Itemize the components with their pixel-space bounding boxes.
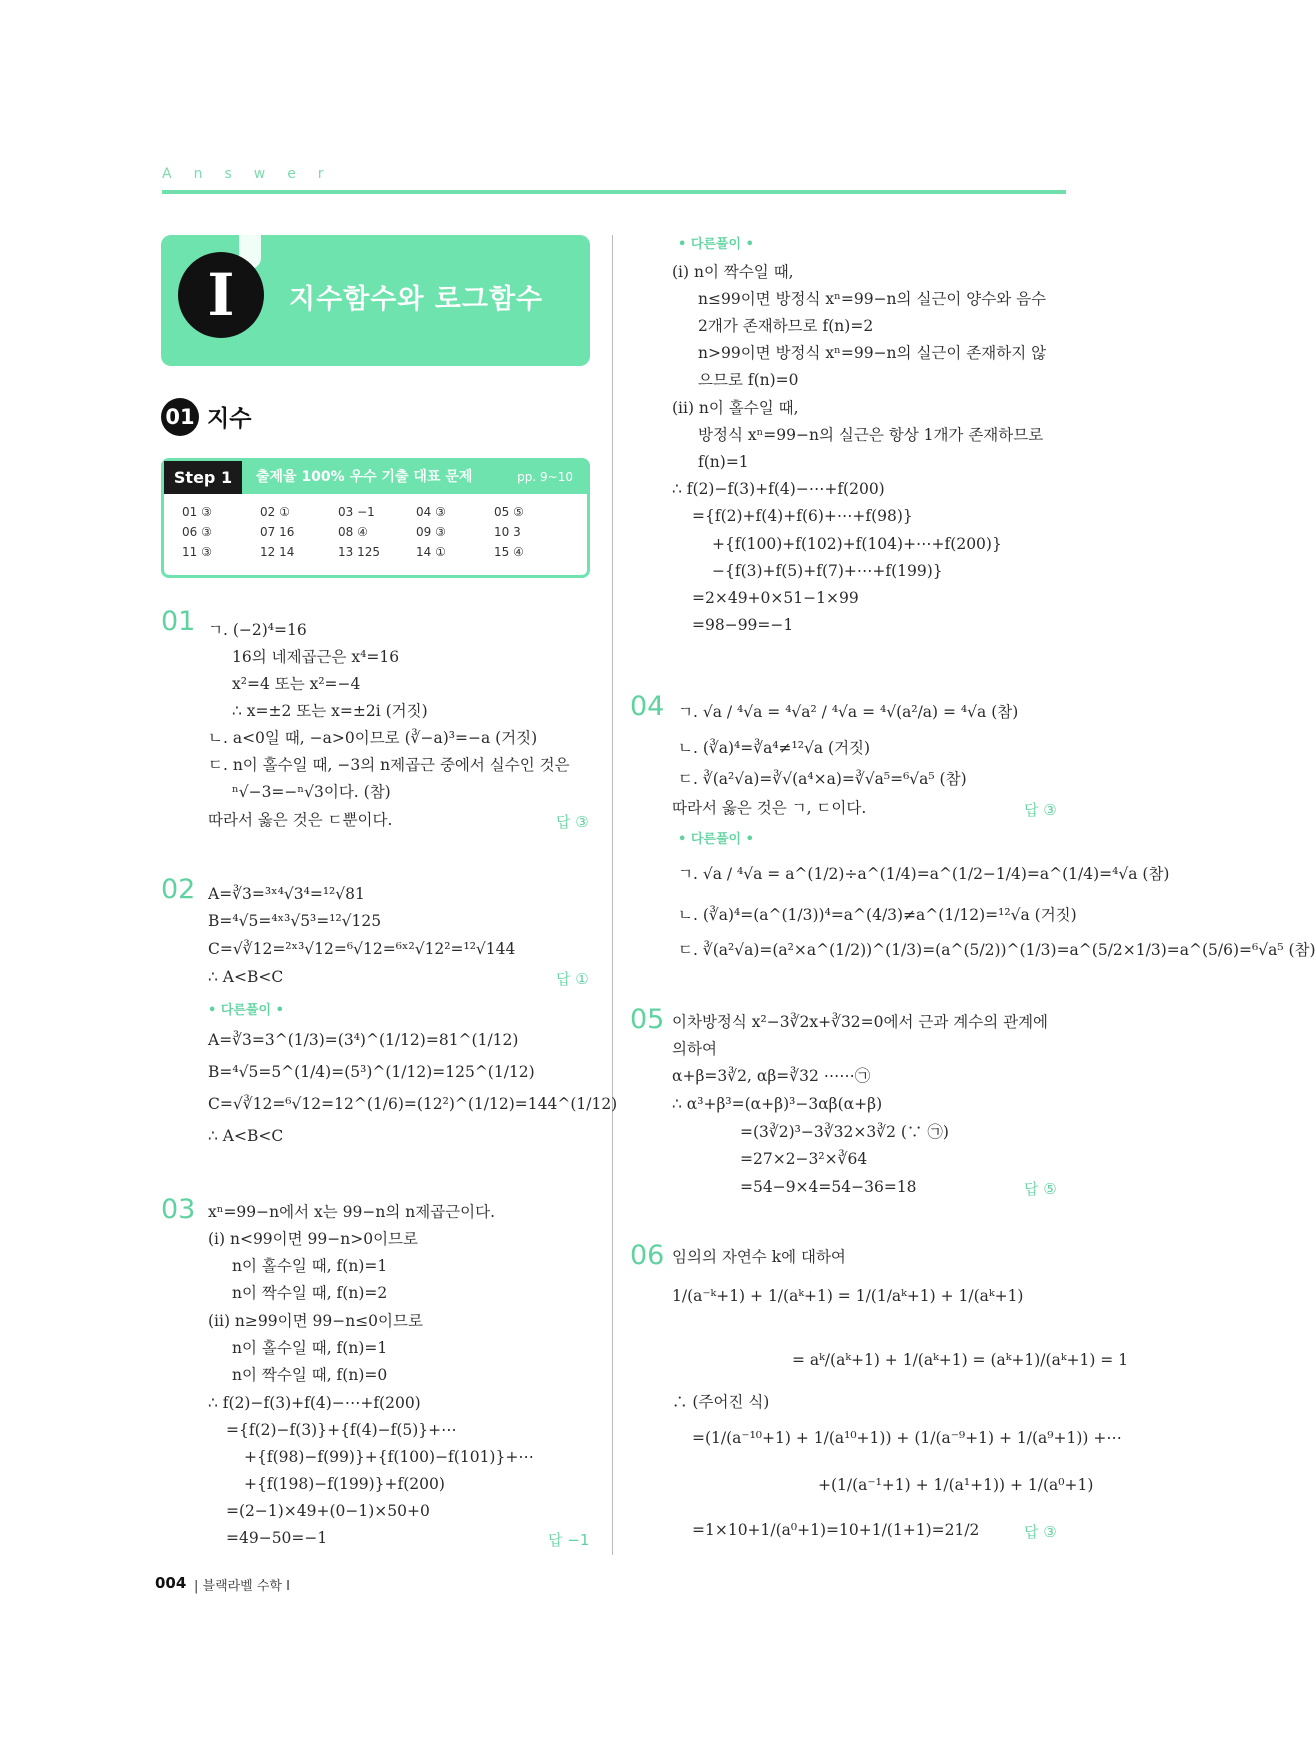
answer-mark-03: 답 −1 [548,1531,590,1549]
solution-line: n이 짝수일 때, f(n)=2 [232,1284,388,1302]
solution-line: ∴ f(2)−f(3)+f(4)−⋯+f(200) [672,480,885,498]
solution-line: 임의의 자연수 k에 대하여 [672,1248,846,1266]
header-word: Answer [162,166,346,182]
solution-line: ㄱ. √a / ⁴√a = ⁴√a² / ⁴√a = ⁴√(a²/a) = ⁴√a (참) [678,703,1019,721]
solution-line: =54−9×4=54−36=18 [740,1178,917,1196]
solution-line: +(1/(a⁻¹+1) + 1/(a¹+1)) + 1/(a⁰+1) [818,1476,1094,1494]
solution-line: ∴ α³+β³=(α+β)³−3αβ(α+β) [672,1095,883,1113]
problem-number-04: 04 [630,691,665,722]
solution-line: 따라서 옳은 것은 ㄷ뿐이다. [208,811,393,829]
solution-line: +{f(100)+f(102)+f(104)+⋯+f(200)} [712,535,1002,553]
solution-line: ㄱ. (−2)⁴=16 [208,621,307,639]
answer-mark-02: 답 ① [556,970,589,988]
problem-number-06: 06 [630,1240,665,1271]
answer-item: 02 ① [260,505,290,519]
solution-line: 1/(a⁻ᵏ+1) + 1/(aᵏ+1) = 1/(1/aᵏ+1) + 1/(aᵏ+1) [672,1287,1024,1305]
column-divider [612,235,613,1555]
header-rule [162,190,1066,194]
solution-line: +{f(198)−f(199)}+f(200) [244,1475,445,1493]
answer-item: 03 −1 [338,505,375,519]
step-header [164,461,587,494]
solution-line: n≤99이면 방정식 xⁿ=99−n의 실근이 양수와 음수 [698,290,1047,308]
alt-solution-label: • 다른풀이 • [678,237,754,252]
answer-item: 07 16 [260,525,295,539]
solution-line: =(1/(a⁻¹⁰+1) + 1/(a¹⁰+1)) + (1/(a⁻⁹+1) + 1/(a⁹+1)) +⋯ [692,1429,1122,1447]
section-number-badge: 01 [161,398,199,436]
solution-line: =98−99=−1 [692,616,794,634]
answer-item: 04 ③ [416,505,446,519]
solution-line: C=√∛12=⁶√12=12^(1/6)=(12²)^(1/12)=144^(1/12) [208,1095,618,1113]
solution-line: ∴ A<B<C [208,1127,284,1145]
solution-line: (ii) n이 홀수일 때, [672,399,799,417]
solution-line: A=∛3=3^(1/3)=(3⁴)^(1/12)=81^(1/12) [208,1031,519,1049]
solution-line: 16의 네제곱근은 x⁴=16 [232,648,400,666]
solution-line: 이차방정식 x²−3∛2x+∛32=0에서 근과 계수의 관계에 [672,1013,1049,1031]
solution-line: n이 짝수일 때, f(n)=0 [232,1366,388,1384]
step-answer-box [161,458,590,578]
solution-line: ={f(2)−f(3)}+{f(4)−f(5)}+⋯ [226,1421,457,1439]
solution-line: =(2−1)×49+(0−1)×50+0 [226,1502,430,1520]
solution-line: 으므로 f(n)=0 [698,371,799,389]
alt-solution-label: • 다른풀이 • [678,832,754,847]
solution-line: n이 홀수일 때, f(n)=1 [232,1339,388,1357]
answer-item: 05 ⑤ [494,505,524,519]
solution-line: n이 홀수일 때, f(n)=1 [232,1257,388,1275]
answer-item: 14 ① [416,545,446,559]
section-title: 지수 [207,406,252,432]
solution-line: f(n)=1 [698,453,749,471]
chapter-numeral: I [178,252,264,338]
solution-line: +{f(98)−f(99)}+{f(100)−f(101)}+⋯ [244,1448,534,1466]
solution-line: = aᵏ/(aᵏ+1) + 1/(aᵏ+1) = (aᵏ+1)/(aᵏ+1) = 1 [792,1351,1129,1369]
answer-mark-01: 답 ③ [556,813,589,831]
solution-line: ㄷ. n이 홀수일 때, −3의 n제곱근 중에서 실수인 것은 [208,756,570,774]
solution-line: (i) n이 짝수일 때, [672,263,794,281]
solution-line: ∴ x=±2 또는 x=±2i (거짓) [232,702,428,720]
solution-line: (ii) n≥99이면 99−n≤0이므로 [208,1312,423,1330]
solution-line: ⁿ√−3=−ⁿ√3이다. (참) [232,783,391,801]
answer-grid [182,505,582,559]
solution-line: −{f(3)+f(5)+f(7)+⋯+f(199)} [712,562,943,580]
answer-mark-04: 답 ③ [1024,801,1057,819]
page-number: 004 [155,1574,187,1592]
solution-line: =1×10+1/(a⁰+1)=10+1/(1+1)=21/2 [692,1521,980,1539]
problem-number-03: 03 [161,1194,196,1225]
solution-line: 의하여 [672,1040,717,1058]
solution-line: 방정식 xⁿ=99−n의 실근은 항상 1개가 존재하므로 [698,426,1044,444]
solution-line: ∴ (주어진 식) [672,1393,770,1411]
solution-line: ㄱ. √a / ⁴√a = a^(1/2)÷a^(1/4)=a^(1/2−1/4)=a^(1/4)=⁴√a (참) [678,865,1170,883]
solution-line: ㄷ. ∛(a²√a)=∛√(a⁴×a)=∛√a⁵=⁶√a⁵ (참) [678,770,967,788]
problem-number-01: 01 [161,606,196,637]
answer-item: 09 ③ [416,525,446,539]
solution-line: ∴ f(2)−f(3)+f(4)−⋯+f(200) [208,1394,421,1412]
step-pages: pp. 9~10 [517,470,573,484]
answer-item: 12 14 [260,545,295,559]
solution-line: ∴ A<B<C [208,968,284,986]
problem-number-02: 02 [161,874,196,905]
answer-item: 10 3 [494,525,521,539]
solution-line: =49−50=−1 [226,1529,328,1547]
solution-line: ㄴ. (∛a)⁴=∛a⁴≠¹²√a (거짓) [678,739,871,757]
solution-line: n>99이면 방정식 xⁿ=99−n의 실근이 존재하지 않 [698,344,1047,362]
solution-line: B=⁴√5=5^(1/4)=(5³)^(1/12)=125^(1/12) [208,1063,535,1081]
answer-item: 06 ③ [182,525,212,539]
answer-item: 13 125 [338,545,380,559]
solution-line: ㄷ. ∛(a²√a)=(a²×a^(1/2))^(1/3)=(a^(5/2))^(1/3)=a^(5/2×1/3)=a^(5/6)=⁶√a⁵ (참) [678,941,1316,959]
solution-line: =2×49+0×51−1×99 [692,589,859,607]
answer-mark-06: 답 ③ [1024,1523,1057,1541]
solution-line: ㄴ. (∛a)⁴=(a^(1/3))⁴=a^(4/3)≠a^(1/12)=¹²√a (거짓) [678,906,1077,924]
solution-line: α+β=3∛2, αβ=∛32 ⋯⋯㉠ [672,1067,871,1085]
answer-mark-05: 답 ⑤ [1024,1180,1057,1198]
chapter-title: 지수함수와 로그함수 [289,284,544,315]
answer-item: 08 ④ [338,525,368,539]
solution-line: =27×2−3²×∛64 [740,1150,868,1168]
step-label: Step 1 [164,461,242,494]
answer-item: 01 ③ [182,505,212,519]
solution-line: =(3∛2)³−3∛32×3∛2 (∵ ㉠) [740,1123,949,1141]
answer-item: 15 ④ [494,545,524,559]
solution-line: ㄴ. a<0일 때, −a>0이므로 (∛−a)³=−a (거짓) [208,729,538,747]
solution-line: A=∛3=³ˣ⁴√3⁴=¹²√81 [208,885,365,903]
problem-number-05: 05 [630,1004,665,1035]
solution-line: 2개가 존재하므로 f(n)=2 [698,317,874,335]
solution-line: B=⁴√5=⁴ˣ³√5³=¹²√125 [208,912,382,930]
solution-line: C=√∛12=²ˣ³√12=⁶√12=⁶ˣ²√12²=¹²√144 [208,940,516,958]
solution-line: xⁿ=99−n에서 x는 99−n의 n제곱근이다. [208,1203,496,1221]
book-title: | 블랙라벨 수학 I [194,1579,290,1594]
step-description: 출제율 100% 우수 기출 대표 문제 [256,469,473,485]
solution-line: x²=4 또는 x²=−4 [232,675,361,693]
alt-solution-label: • 다른풀이 • [208,1003,284,1018]
solution-line: (i) n<99이면 99−n>0이므로 [208,1230,419,1248]
answer-item: 11 ③ [182,545,212,559]
chapter-banner [161,235,590,366]
solution-line: ={f(2)+f(4)+f(6)+⋯+f(98)} [692,507,913,525]
solution-line: 따라서 옳은 것은 ㄱ, ㄷ이다. [672,799,867,817]
